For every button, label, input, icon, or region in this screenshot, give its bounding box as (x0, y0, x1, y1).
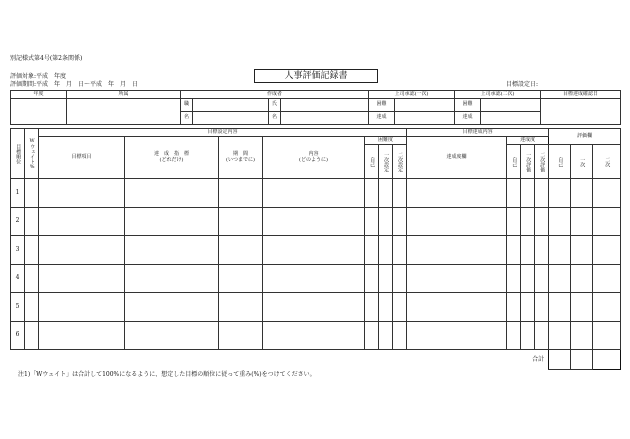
row-cell[interactable] (125, 207, 219, 236)
info-surname-cell[interactable] (281, 99, 369, 112)
label-tassei-2: 達成 (455, 112, 481, 125)
difficulty-second-header: 二次設定 (397, 151, 404, 172)
label-konnan-1: 困難 (369, 99, 395, 112)
content-sub-label: (どのように) (299, 156, 328, 163)
score-second-header: 二次 (604, 156, 611, 167)
row-cell[interactable] (125, 264, 219, 293)
achievement-col-header: 達成度欄 (407, 137, 507, 179)
total-second-cell[interactable] (593, 350, 621, 370)
row-cell[interactable] (571, 179, 593, 208)
table-row (11, 236, 621, 265)
indicator-label: 達 成 指 標 (153, 151, 189, 158)
info-author-header: 作成者 (181, 91, 369, 99)
row-cell[interactable] (521, 264, 535, 293)
rank-header: 目標順位 (15, 143, 22, 164)
row-cell[interactable] (507, 321, 521, 350)
row-cell[interactable] (365, 264, 379, 293)
row-cell[interactable] (593, 179, 621, 208)
row-cell[interactable] (571, 321, 593, 350)
row-cell[interactable] (125, 236, 219, 265)
difficulty-first-header: 一次設定 (383, 151, 390, 172)
row-cell[interactable] (521, 207, 535, 236)
goal-set-date: 目標設定日: (506, 81, 539, 88)
info-dept-cell[interactable] (67, 99, 181, 125)
row-cell[interactable] (219, 179, 263, 208)
period-header (219, 137, 263, 179)
info-year-cell[interactable] (11, 99, 67, 125)
row-cell[interactable] (521, 236, 535, 265)
row-cell[interactable] (39, 264, 125, 293)
row-cell[interactable] (125, 179, 219, 208)
goal-item-header: 目標項目 (39, 137, 125, 179)
row-cell[interactable] (25, 236, 39, 265)
evaluation-target: 評価対象:平成 年度 (10, 73, 67, 80)
row-cell[interactable] (407, 207, 507, 236)
row-cell[interactable] (379, 264, 393, 293)
row-cell[interactable] (379, 236, 393, 265)
row-cell[interactable] (365, 207, 379, 236)
info-table (10, 90, 621, 125)
achievement-header: 達成度 (507, 137, 549, 145)
title-box (254, 69, 378, 83)
row-cell[interactable] (219, 207, 263, 236)
page-title: 人事評価記録書 (284, 71, 348, 81)
row-cell[interactable] (39, 207, 125, 236)
row-cell[interactable] (39, 293, 125, 322)
row-cell[interactable] (125, 321, 219, 350)
row-cell[interactable] (219, 293, 263, 322)
label-tassei-1: 達成 (369, 112, 395, 125)
row-cell[interactable] (379, 293, 393, 322)
row-rank-number: 3 (11, 236, 25, 265)
indicator-sub-label: (どれだけ) (159, 156, 184, 163)
row-cell[interactable] (507, 293, 521, 322)
row-cell[interactable] (571, 293, 593, 322)
label-shoku: 職 (181, 99, 193, 112)
row-cell[interactable] (521, 179, 535, 208)
main-table (10, 128, 621, 370)
row-cell[interactable] (39, 179, 125, 208)
achievement-first-header: 一次評価 (525, 151, 532, 172)
row-cell[interactable] (25, 321, 39, 350)
goal-content-header: 目標設定内容 (39, 129, 407, 137)
row-cell[interactable] (549, 264, 571, 293)
row-cell[interactable] (549, 293, 571, 322)
total-first-cell[interactable] (571, 350, 593, 370)
row-cell[interactable] (365, 321, 379, 350)
row-cell[interactable] (593, 293, 621, 322)
info-year-header: 年度 (11, 91, 67, 99)
total-label: 合計 (532, 355, 545, 363)
row-cell[interactable] (365, 293, 379, 322)
difficulty-self-header: 自己 (369, 156, 376, 167)
approve2-difficulty-cell[interactable] (481, 99, 541, 112)
info-approve2-header: 上司承認(二次) (455, 91, 541, 99)
score-col-header: 評価欄 (549, 129, 621, 145)
row-rank-number: 1 (11, 179, 25, 208)
row-cell[interactable] (25, 293, 39, 322)
row-cell[interactable] (25, 207, 39, 236)
row-cell[interactable] (393, 264, 407, 293)
row-rank-number: 5 (11, 293, 25, 322)
row-cell[interactable] (593, 264, 621, 293)
score-self-header: 自己 (557, 156, 564, 167)
row-cell[interactable] (365, 236, 379, 265)
achievement-second-header: 二次評価 (539, 151, 546, 172)
total-self-cell[interactable] (549, 350, 571, 370)
info-approve1-header: 上司承認(一次) (369, 91, 455, 99)
row-cell[interactable] (39, 321, 125, 350)
info-achieve-date-header: 目標達成確認日 (541, 91, 621, 99)
row-cell[interactable] (393, 321, 407, 350)
row-cell[interactable] (365, 179, 379, 208)
label-konnan-2: 困難 (455, 99, 481, 112)
label-mei: 名 (181, 112, 193, 125)
score-first-header: 一次 (579, 156, 586, 167)
info-name-cell[interactable] (281, 112, 369, 125)
footer-note: 注1)「Wウェイト」は合計して100%になるように、想定した目標の順位に従って重み(%)をつけてください。 (18, 371, 316, 378)
row-cell[interactable] (407, 264, 507, 293)
indicator-header (125, 137, 219, 179)
form-number: 別記様式第4号(第2条関係) (10, 55, 83, 62)
goal-rows (11, 179, 621, 350)
row-cell[interactable] (263, 264, 365, 293)
row-cell[interactable] (393, 236, 407, 265)
row-cell[interactable] (407, 236, 507, 265)
row-cell[interactable] (535, 207, 549, 236)
row-cell[interactable] (535, 236, 549, 265)
row-cell[interactable] (263, 321, 365, 350)
row-rank-number: 6 (11, 321, 25, 350)
row-cell[interactable] (25, 264, 39, 293)
row-cell[interactable] (521, 293, 535, 322)
period-label: 期 間 (232, 151, 248, 158)
table-row (11, 321, 621, 350)
row-cell[interactable] (219, 321, 263, 350)
row-cell[interactable] (535, 179, 549, 208)
row-cell[interactable] (507, 264, 521, 293)
row-cell[interactable] (263, 293, 365, 322)
row-cell[interactable] (407, 293, 507, 322)
table-row (11, 293, 621, 322)
row-cell[interactable] (535, 293, 549, 322)
row-cell[interactable] (507, 236, 521, 265)
achievement-self-header: 自己 (511, 156, 518, 167)
row-cell[interactable] (549, 321, 571, 350)
label-mei-2: 名 (269, 112, 281, 125)
row-cell[interactable] (407, 321, 507, 350)
row-cell[interactable] (379, 179, 393, 208)
table-row (11, 207, 621, 236)
row-cell[interactable] (593, 236, 621, 265)
table-row (11, 264, 621, 293)
weight-header: Wウェイト% (29, 137, 36, 170)
row-cell[interactable] (535, 264, 549, 293)
achievement-content-header: 目標達成内容 (407, 129, 549, 137)
row-cell[interactable] (379, 207, 393, 236)
row-cell[interactable] (571, 207, 593, 236)
row-cell[interactable] (593, 321, 621, 350)
row-cell[interactable] (125, 293, 219, 322)
approve1-difficulty-cell[interactable] (395, 99, 455, 112)
row-cell[interactable] (219, 264, 263, 293)
info-achieve-date-cell[interactable] (541, 99, 621, 125)
row-cell[interactable] (393, 207, 407, 236)
label-shi: 氏 (269, 99, 281, 112)
row-cell[interactable] (263, 236, 365, 265)
row-cell[interactable] (507, 207, 521, 236)
evaluation-period: 評価期間:平成 年 月 日〜平成 年 月 日 (10, 81, 139, 88)
row-cell[interactable] (549, 179, 571, 208)
row-cell[interactable] (263, 207, 365, 236)
difficulty-header: 困難度 (365, 137, 407, 145)
row-cell[interactable] (571, 264, 593, 293)
row-cell[interactable] (25, 179, 39, 208)
row-cell[interactable] (263, 179, 365, 208)
table-row (11, 179, 621, 208)
row-cell[interactable] (535, 321, 549, 350)
row-cell[interactable] (219, 236, 263, 265)
row-cell[interactable] (407, 179, 507, 208)
content-header (263, 137, 365, 179)
row-cell[interactable] (379, 321, 393, 350)
row-cell[interactable] (393, 293, 407, 322)
info-position-cell[interactable] (193, 99, 269, 112)
info-dept-header: 所属 (67, 91, 181, 99)
row-rank-number: 2 (11, 207, 25, 236)
approve2-achievement-cell[interactable] (481, 112, 541, 125)
row-cell[interactable] (549, 236, 571, 265)
row-cell[interactable] (571, 236, 593, 265)
approve1-achievement-cell[interactable] (395, 112, 455, 125)
info-position-name-cell[interactable] (193, 112, 269, 125)
row-cell[interactable] (393, 179, 407, 208)
row-cell[interactable] (593, 207, 621, 236)
content-label: 内容 (308, 151, 319, 158)
row-cell[interactable] (507, 179, 521, 208)
period-sub-label: (いつまでに) (226, 156, 255, 163)
row-rank-number: 4 (11, 264, 25, 293)
row-cell[interactable] (549, 207, 571, 236)
row-cell[interactable] (39, 236, 125, 265)
row-cell[interactable] (521, 321, 535, 350)
